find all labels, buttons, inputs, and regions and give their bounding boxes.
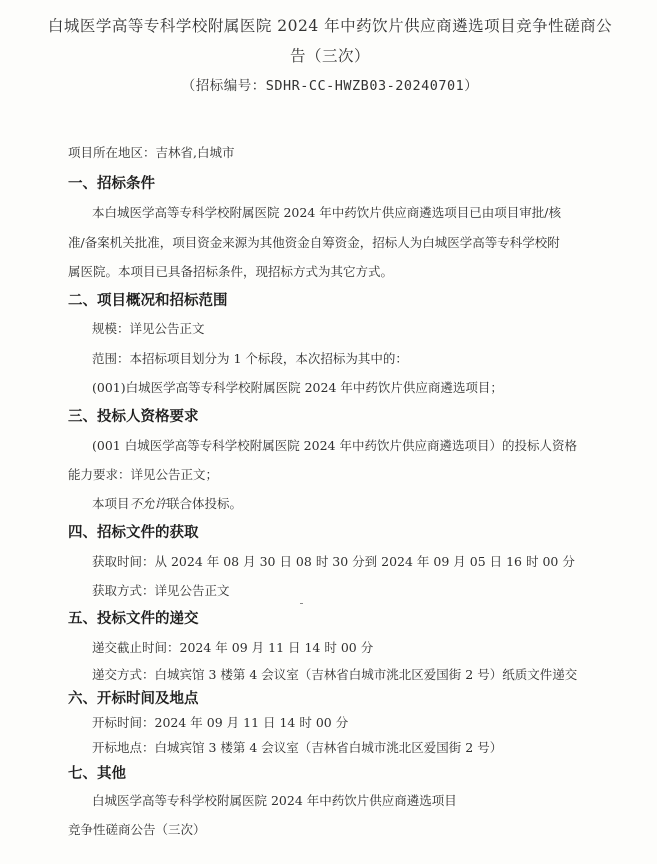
s3-consortium-c: 联合体投标。 (167, 496, 243, 511)
s6-place: 开标地点：白城宾馆 3 楼第 4 会议室（吉林省白城市洮北区爱国街 2 号） (92, 740, 503, 755)
s5-method: 递交方式：白城宾馆 3 楼第 4 会议室（吉林省白城市洮北区爱国街 2 号）纸质文件递交 (92, 667, 578, 682)
section-2-heading: 二、项目概况和招标范围 (68, 293, 228, 309)
s3-para-line1: (001 白城医学高等专科学校附属医院 2024 年中药饮片供应商遴选项目）的投标人资格 (92, 438, 577, 453)
doc-title-line2: 告（三次） (289, 47, 370, 65)
doc-title-line1: 白城医学高等专科学校附属医院 2024 年中药饮片供应商遴选项目竞争性磋商公 (47, 17, 613, 35)
s1-para-line1: 本白城医学高等专科学校附属医院 2024 年中药饮片供应商遴选项目已由项目审批/核 (92, 205, 561, 220)
s5-deadline: 递交截止时间：2024 年 09 月 11 日 14 时 00 分 (92, 640, 374, 655)
s3-consortium (92, 494, 242, 512)
s2-scale: 规模：详见公告正文 (92, 321, 205, 336)
scan-speck (300, 603, 303, 604)
s2-scope: 范围：本招标项目划分为 1 个标段，本次招标为其中的： (92, 351, 408, 366)
s6-time: 开标时间：2024 年 09 月 11 日 14 时 00 分 (92, 715, 349, 730)
s3-para-line2: 能力要求：详见公告正文； (68, 467, 219, 482)
s1-para-line3: 属医院。本项目已具备招标条件，现招标方式为其它方式。 (68, 264, 394, 279)
tender-number: （招标编号：SDHR-CC-HWZB03-20240701） (181, 78, 479, 94)
section-7-heading: 七、其他 (68, 766, 126, 782)
s3-consortium-a: 本项目 (92, 496, 130, 511)
s1-para-line2: 准/备案机关批准，项目资金来源为其他资金自筹资金，招标人为白城医学高等专科学校附 (68, 235, 560, 250)
project-location: 项目所在地区：吉林省,白城市 (68, 145, 235, 160)
s4-time: 获取时间：从 2024 年 08 月 30 日 08 时 30 分到 2024 年 09 月 05 日 16 时 00 分 (92, 554, 575, 569)
s2-lot: (001)白城医学高等专科学校附属医院 2024 年中药饮片供应商遴选项目； (92, 380, 503, 395)
section-6-heading: 六、开标时间及地点 (68, 691, 199, 707)
s4-method: 获取方式：详见公告正文 (92, 583, 230, 598)
section-3-heading: 三、投标人资格要求 (68, 409, 199, 425)
s3-consortium-b: 不允许 (129, 496, 168, 511)
section-4-heading: 四、招标文件的获取 (68, 525, 199, 541)
s7-para-line1: 白城医学高等专科学校附属医院 2024 年中药饮片供应商遴选项目 (92, 793, 457, 808)
section-1-heading: 一、招标条件 (68, 176, 155, 192)
section-5-heading: 五、投标文件的递交 (68, 611, 199, 627)
s7-para-line2: 竞争性磋商公告（三次） (68, 822, 206, 837)
